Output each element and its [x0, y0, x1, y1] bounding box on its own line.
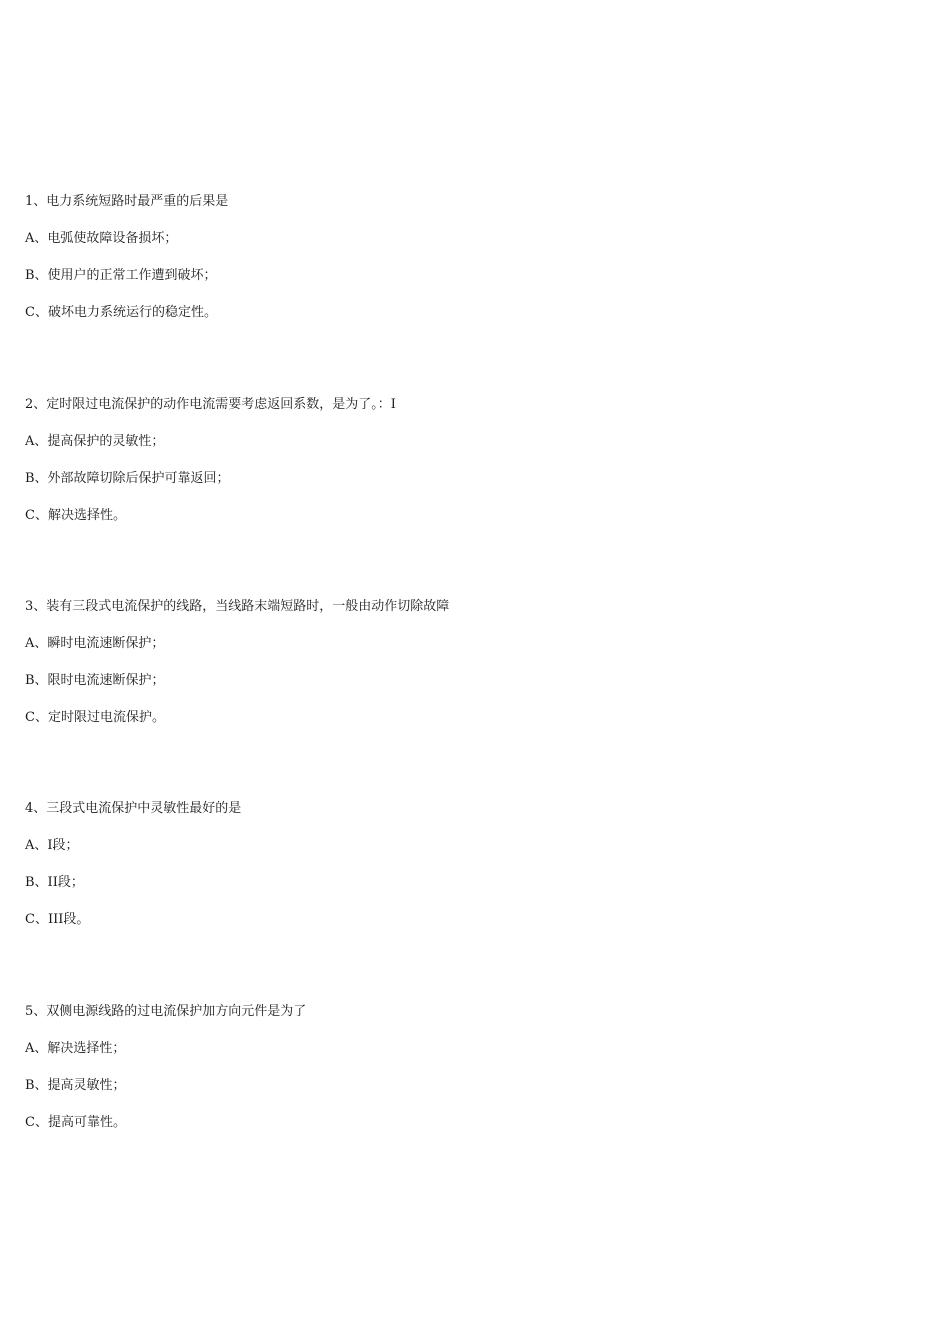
option-b: B、限时电流速断保护； [25, 673, 165, 688]
question-5 [25, 1004, 905, 1131]
option-c: C、破坏电力系统运行的稳定性。 [25, 305, 217, 320]
option-a: A、提高保护的灵敏性； [25, 434, 165, 449]
question-stem: 5、双侧电源线路的过电流保护加方向元件是为了 [25, 1004, 307, 1019]
question-stem: 4、三段式电流保护中灵敏性最好的是 [25, 801, 242, 816]
question-stem: 2、定时限过电流保护的动作电流需要考虑返回系数，是为了。：I [25, 397, 396, 412]
option-c: C、III段。 [25, 912, 90, 927]
option-a: A、瞬时电流速断保护； [25, 636, 165, 651]
option-c: C、提高可靠性。 [25, 1115, 126, 1130]
option-a: A、I段； [25, 838, 79, 853]
option-c: C、解决选择性。 [25, 508, 126, 523]
question-stem: 3、装有三段式电流保护的线路，当线路末端短路时，一般由动作切除故障 [25, 599, 450, 614]
option-a: A、电弧使故障设备损坏； [25, 231, 178, 246]
question-1 [25, 194, 905, 321]
question-3 [25, 599, 905, 726]
option-b: B、II段； [25, 875, 84, 890]
question-2 [25, 397, 905, 524]
option-c: C、定时限过电流保护。 [25, 710, 165, 725]
option-b: B、提高灵敏性； [25, 1078, 126, 1093]
option-b: B、外部故障切除后保护可靠返回； [25, 471, 230, 486]
question-stem: 1、电力系统短路时最严重的后果是 [25, 194, 229, 209]
question-4 [25, 801, 905, 928]
option-b: B、使用户的正常工作遭到破坏； [25, 268, 217, 283]
option-a: A、解决选择性； [25, 1041, 126, 1056]
